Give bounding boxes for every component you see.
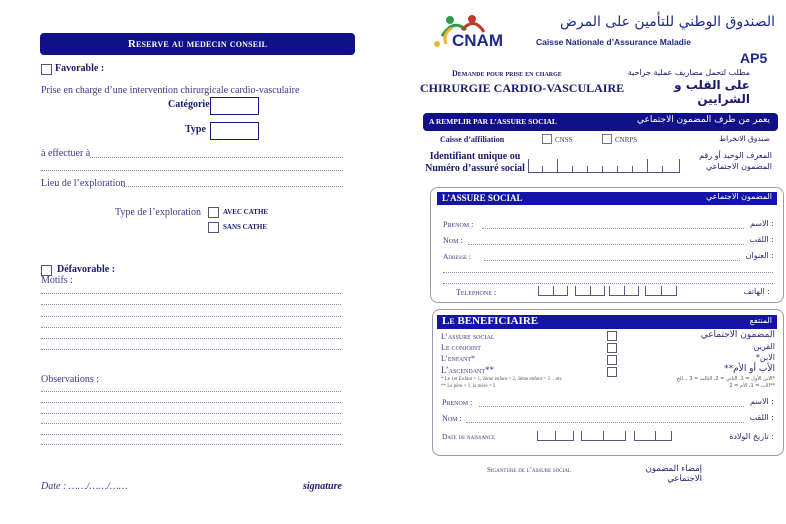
cnam-brand: CNAM [452, 31, 503, 50]
beneficiaire-conjoint-checkbox[interactable] [607, 343, 617, 353]
assure-telephone-ar: : الهاتف [743, 287, 770, 296]
assure-nom-input[interactable] [468, 244, 744, 245]
lieu-line[interactable] [122, 186, 343, 187]
identifiant-ar-2: المضمون الاجتماعي [705, 162, 772, 171]
remplir-bar [423, 113, 778, 131]
sans-cathe-label: SANS CATHE [223, 223, 268, 231]
assure-telephone-label: Telephone : [456, 288, 497, 297]
assure-prenom-input[interactable] [482, 228, 744, 229]
favorable-checkbox[interactable] [41, 64, 52, 75]
assure-adresse-label: Adresse : [443, 252, 471, 261]
motifs-label: Motifs : [41, 275, 73, 286]
beneficiaire-note-1: * Le 1er Enfant = 1, 2ème enfant = 2, 3ème enfant = 3 …etc [441, 377, 562, 382]
categorie-input[interactable] [210, 97, 259, 115]
cnss-checkbox[interactable] [542, 134, 552, 144]
beneficiaire-header-fr: Le BENEFICIAIRE [442, 315, 539, 327]
assure-prenom-ar: : الاسم [749, 219, 774, 228]
date-naissance-ar: : تاريخ الولادة [729, 432, 774, 441]
beneficiaire-option-label: L’enfant* [441, 354, 476, 363]
assure-prenom-label: Prenom : [443, 220, 474, 229]
beneficiaire-nom-label: Nom : [442, 414, 462, 423]
beneficiaire-note-1-ar: *الابن الأول = 1، الثاني = 2، الثالث = 3 ...الخ [676, 376, 775, 382]
sans-cathe-checkbox[interactable] [208, 222, 219, 233]
beneficiaire-nom-input[interactable] [466, 422, 744, 423]
assure-adresse-ar: : العنوان [745, 251, 774, 260]
defavorable-label: Défavorable : [57, 264, 116, 275]
assure-adresse-line-2[interactable] [443, 272, 773, 273]
signature-assure-ar: إمضاء المضمون الاجتماعي [645, 464, 702, 484]
cnam-arabic-name: الصندوق الوطني للتأمين على المرض [559, 14, 775, 30]
date-naissance-label: Date de naissance [442, 432, 496, 441]
favorable-label: Favorable : [55, 63, 105, 74]
beneficiaire-note-2: ** Le père = 1, la mère = 2 [441, 384, 496, 389]
effectuer-line[interactable] [90, 157, 343, 158]
signature-label: signature [303, 481, 342, 492]
type-label: Type [185, 124, 206, 135]
demande-ar: مطلب لتحمل مصاريف عملية جراحية [627, 68, 750, 77]
identifiant-label-1: Identifiant unique ou [429, 151, 521, 162]
beneficiaire-option-ar: القرين [753, 342, 775, 351]
caisse-ar: صندوق الانخراط [719, 134, 770, 143]
beneficiaire-header-ar: المنتفع [749, 316, 772, 325]
cnrps-checkbox[interactable] [602, 134, 612, 144]
form-code: AP5 [740, 50, 768, 66]
beneficiaire-option-ar: المضمون الاجتماعي [700, 330, 775, 340]
lieu-label: Lieu de l’exploration [41, 178, 126, 189]
avec-cathe-checkbox[interactable] [208, 207, 219, 218]
assure-social-header [437, 192, 777, 205]
identifiant-ar-1: المعرف الوحيد أو رقم [699, 151, 772, 160]
title-ar: على القلب و الشرايين [674, 78, 750, 106]
assure-header-fr: L’ASSURE SOCIAL [442, 193, 523, 203]
avec-cathe-label: AVEC CATHE [223, 208, 269, 216]
medecin-conseil-header: Reserve au medecin conseil [40, 33, 355, 55]
signature-assure-fr: Siganture de l’assure social [487, 466, 571, 474]
beneficiaire-nom-ar: : اللقب [749, 413, 774, 422]
beneficiaire-option-label: Le conjoint [441, 343, 481, 352]
beneficiaire-option-label: L’ascendant** [441, 365, 495, 375]
demande-fr: Demande pour prise en charge [452, 69, 562, 78]
beneficiaire-option-ar: الابن* [755, 353, 775, 362]
effectuer-line-2[interactable] [41, 170, 343, 171]
beneficiaire-option-label: L’assure social [441, 332, 495, 341]
title-fr: CHIRURGIE CARDIO-VASCULAIRE [420, 81, 625, 95]
assure-adresse-input[interactable] [484, 260, 740, 261]
beneficiaire-prenom-ar: : الاسم [749, 397, 774, 406]
cnrps-label: CNRPS [615, 136, 638, 144]
identifiant-label-2: Numéro d’assuré social [425, 163, 525, 174]
assure-adresse-line-3[interactable] [443, 283, 773, 284]
type-input[interactable] [210, 122, 259, 140]
beneficiaire-option-ar: الأب أو الأم** [724, 364, 775, 374]
beneficiaire-note-2-ar: **الأب = 1، الأم = 2 [729, 383, 775, 389]
beneficiaire-assure-checkbox[interactable] [607, 331, 617, 341]
beneficiaire-prenom-input[interactable] [479, 406, 744, 407]
remplir-bar-fr: A REMPLIR PAR L’ASSURE SOCIAL [429, 117, 557, 126]
effectuer-label: à effectuer à [41, 148, 91, 159]
categorie-label: Catégorie [168, 99, 210, 110]
beneficiaire-prenom-label: Prenom : [442, 398, 473, 407]
caisse-label: Caisse d’affiliation [440, 135, 505, 144]
observations-label: Observations : [41, 374, 100, 385]
type-exploration-label: Type de l’exploration [115, 207, 201, 218]
beneficiaire-enfant-checkbox[interactable] [607, 355, 617, 365]
remplir-bar-ar: يعمر من طرف المضمون الاجتماعي [636, 115, 770, 125]
date-field[interactable]: Date : ……/……/…… [41, 481, 128, 492]
cnss-label: CNSS [555, 136, 573, 144]
beneficiaire-header [437, 315, 777, 329]
prise-en-charge-text: Prise en charge d’une intervention chirurgicale cardio-vasculaire [41, 85, 300, 96]
identifiant-input[interactable] [528, 160, 680, 173]
assure-header-ar: المضمون الاجتماعي [705, 192, 772, 201]
assure-nom-label: Nom : [443, 236, 463, 245]
assure-nom-ar: : اللقب [749, 235, 774, 244]
cnam-french-name: Caisse Nationale d’Assurance Maladie [536, 37, 691, 47]
